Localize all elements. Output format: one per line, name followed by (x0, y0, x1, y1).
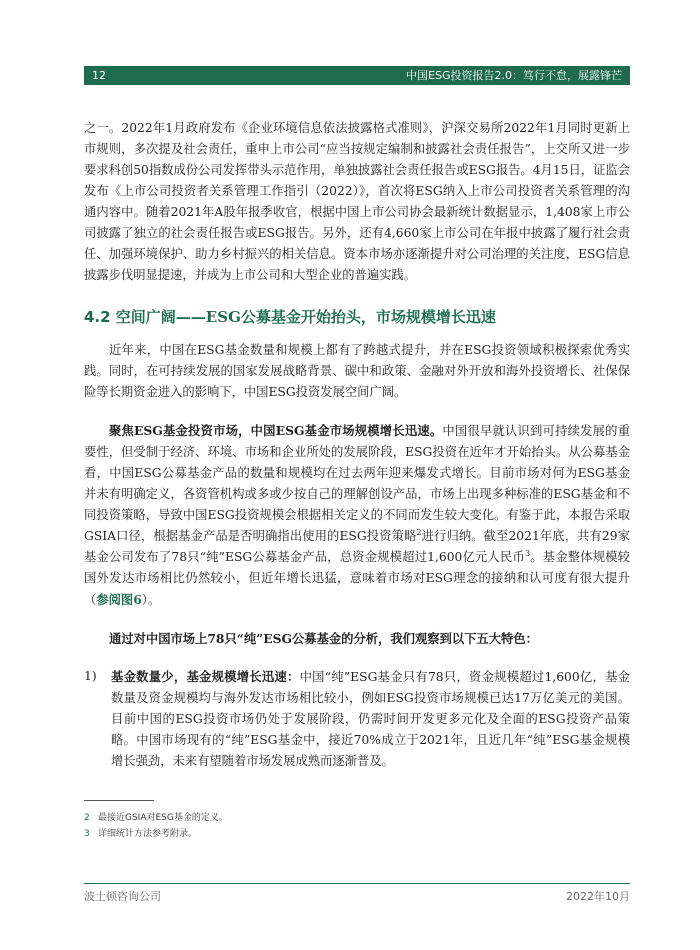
footnote-2-number: 2 (84, 813, 90, 823)
list-marker-1: 1) (84, 669, 97, 683)
paragraph-3: 通过对中国市场上78只“纯”ESG公募基金的分析，我们观察到以下五大特色： (109, 631, 538, 646)
page-footer (84, 888, 630, 904)
list-item-1-lead: 基金数量少，基金规模增长迅速： (111, 669, 300, 684)
footnote-3 (84, 826, 630, 842)
page-number: 12 (92, 69, 106, 82)
footnote-3-text: 详细统计方法参考附录。 (98, 829, 198, 839)
list-item-1 (84, 666, 630, 772)
footnotes (84, 810, 630, 842)
footnote-2 (84, 810, 630, 826)
paragraph-2 (84, 420, 630, 611)
section-title: 空间广阔——ESG公募基金开始抬头，市场规模增长迅速 (110, 308, 496, 326)
paragraph-2-text-c: 。基金整体规模较国外发达市场相比仍然较小，但近年增长迅猛，意味着市场对ESG理念的接纳和认可度有很大提升（ (84, 550, 630, 607)
footnote-ref-3[interactable]: 3 (525, 548, 531, 558)
paragraph-2-lead: 聚焦ESG基金投资市场，中国ESG基金市场规模增长迅速。 (109, 423, 443, 438)
figure-6-link[interactable]: 参阅图6 (96, 592, 142, 607)
paragraph-2-text-a: 中国很早就认识到可持续发展的重要性，但受制于经济、环境、市场和企业所处的发展阶段，ESG投资在近年才开始抬头。从公募基金看，中国ESG公募基金产品的数量和规模均在过去两年迎来爆发式增长。目前市场对何为ESG基金并未有明确定义，各资管机构或多或少按自己的理解创设产品，市场上出现多种标准的ESG基金和不同投资策略，导致中国ESG投资规模会根据相关定义的不同而发生较大变化。有鉴于此，本报告采取GSIA口径，根据基金产品是否明确指出使用的ESG投资策略 (84, 424, 630, 543)
paragraph-1: 近年来，中国在ESG基金数量和规模上都有了跨越式提升，并在ESG投资领域积极探索优秀实践。同时，在可持续发展的国家发展战略背景、碳中和政策、金融对外开放和海外投资增长、社保保险等长期资金进入的影响下，中国ESG投资发展空间广阔。 (84, 343, 630, 399)
section-heading (84, 306, 630, 328)
page-header-bar (84, 66, 630, 85)
section-number: 4.2 (84, 308, 111, 326)
footer-company: 波士顿咨询公司 (84, 890, 161, 903)
footnote-3-number: 3 (84, 829, 90, 839)
footnote-2-text: 最接近GSIA对ESG基金的定义。 (98, 813, 228, 823)
paragraph-2-text-b: 进行归纳。截至2021年底，共有29家基金公司发布了78只“纯”ESG公募基金产品，总资金规模超过1,600亿元人民币 (84, 529, 630, 564)
footnote-divider (84, 800, 154, 801)
report-title: 中国ESG投资报告2.0：笃行不怠，展露锋芒 (406, 69, 622, 82)
main-content (84, 118, 630, 772)
footer-divider (84, 883, 630, 884)
list-item-1-text: 中国“纯”ESG基金只有78只，资金规模超过1,600亿，基金数量及资金规模均与海外发达市场相比较小，例如ESG投资市场规模已达17万亿美元的美国。目前中国的ESG投资市场仍处于发展阶段，仍需时间开发更多元化及全面的ESG投资产品策略。中国市场现有的“纯”ESG基金中，接近70%成立于2021年，且近几年“纯”ESG基金规模增长强劲，未来有望随着市场发展成熟而逐渐普及。 (111, 670, 630, 768)
footnote-ref-2[interactable]: 2 (416, 527, 422, 537)
footer-date: 2022年10月 (566, 890, 630, 903)
paragraph-2-text-d: ）。 (141, 593, 161, 607)
intro-paragraph: 之一。2022年1月政府发布《企业环境信息依法披露格式准则》，沪深交易所2022年1月同时更新上市规则，多次提及社会责任，重申上市公司“应当按规定编制和披露社会责任报告”，上交所又进一步要求科创50指数成份公司发挥带头示范作用，单独披露社会责任报告或ESG报告。4月15日，证监会发布《上市公司投资者关系管理工作指引（2022）》，首次将ESG纳入上市公司投资者关系管理的沟通内容中。随着2021年A股年报季收官，根据中国上市公司协会最新统计数据显示，1,408家上市公司披露了独立的社会责任报告或ESG报告。另外，还有4,660家上市公司在年报中披露了履行社会责任、加强环境保护、助力乡村振兴的相关信息。资本市场亦逐渐提升对公司治理的关注度，ESG信息披露步伐明显提速，并成为上市公司和大型企业的普遍实践。 (84, 121, 630, 282)
